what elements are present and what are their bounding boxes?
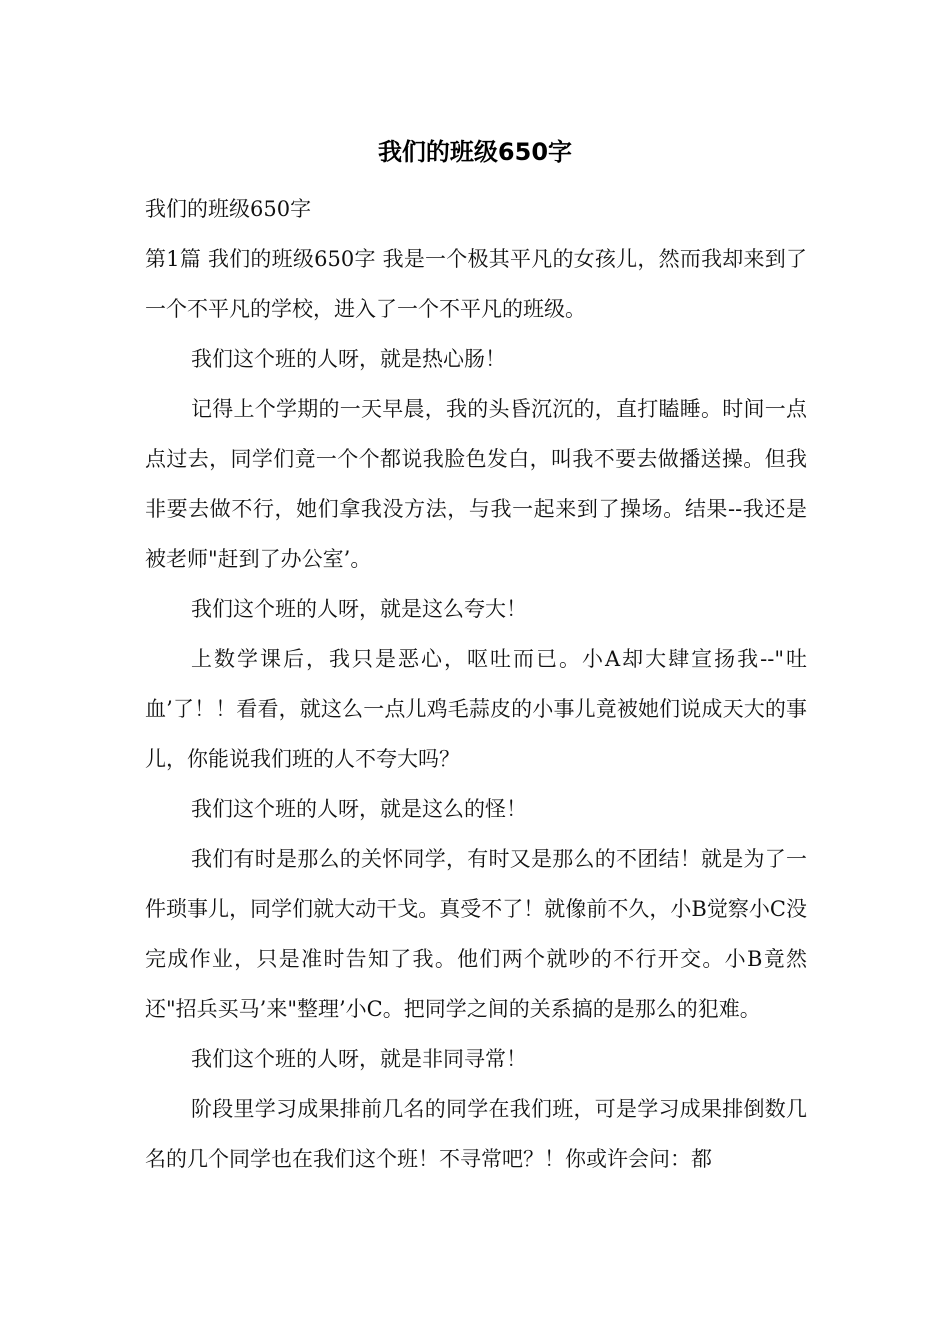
paragraph-3: 记得上个学期的一天早晨，我的头昏沉沉的，直打瞌睡。时间一点点过去，同学们竟一个个都说我脸色发白，叫我不要去做播送操。但我非要去做不行，她们拿我没方法，与我一起来到了操场。结果--我还是被老师"赶到了办公室’。 [145, 397, 807, 571]
paragraph-2: 我们这个班的人呀，就是热心肠！ [191, 347, 506, 371]
paragraph-7: 我们有时是那么的关怀同学，有时又是那么的不团结！就是为了一件琐事儿，同学们就大动干戈。真受不了！就像前不久，小B觉察小C没完成作业，只是准时告知了我。他们两个就吵的不行开交。小B竟然还"招兵买马’来"整理’小C。把同学之间的关系搞的是那么的犯难。 [145, 847, 807, 1021]
paragraph-9: 阶段里学习成果排前几名的同学在我们班，可是学习成果排倒数几名的几个同学也在我们这个班！不寻常吧？！你或许会问：都 [145, 1097, 807, 1171]
paragraph-4: 我们这个班的人呀，就是这么夸大！ [191, 597, 527, 621]
paragraph-1: 第1篇 我们的班级650字 我是一个极其平凡的女孩儿，然而我却来到了一个不平凡的学校，进入了一个不平凡的班级。 [145, 247, 807, 321]
document-title: 我们的班级650字 [377, 138, 573, 166]
subtitle-line: 我们的班级650字 [145, 197, 312, 221]
paragraph-8: 我们这个班的人呀，就是非同寻常！ [191, 1047, 527, 1071]
document-body [145, 184, 807, 1184]
paragraph-6: 我们这个班的人呀，就是这么的怪！ [191, 797, 527, 821]
paragraph-5: 上数学课后，我只是恶心，呕吐而已。小A却大肆宣扬我--"吐血’了！！看看，就这么一点儿鸡毛蒜皮的小事儿竟被她们说成天大的事儿，你能说我们班的人不夸大吗？ [145, 647, 807, 771]
